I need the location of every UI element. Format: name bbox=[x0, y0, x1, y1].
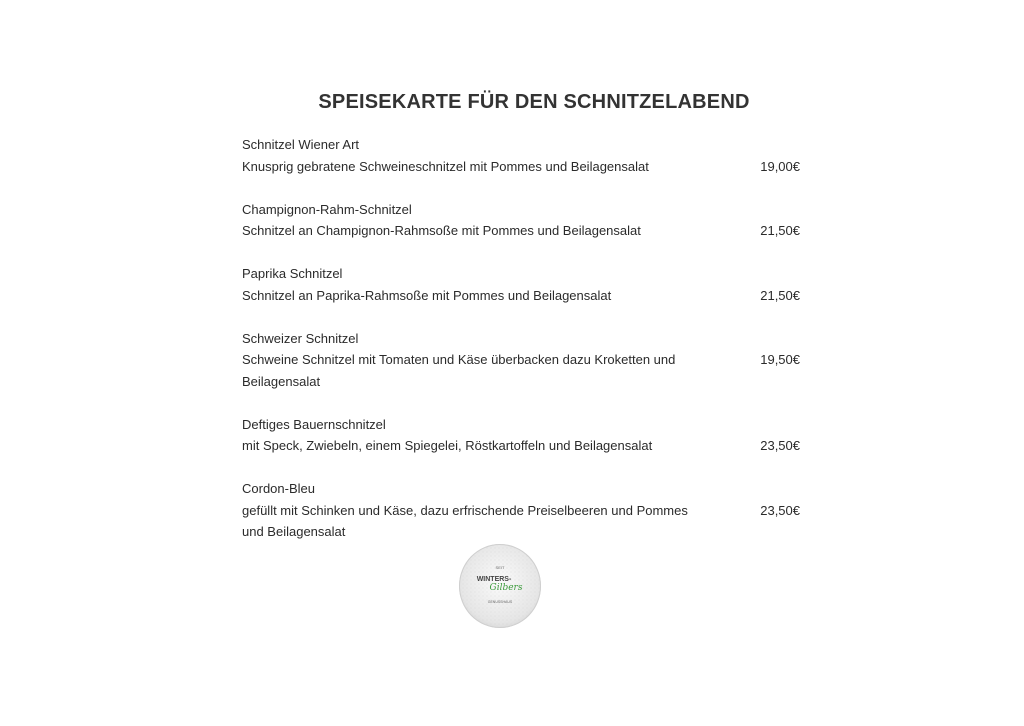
menu-item bbox=[242, 263, 802, 306]
menu-item-name: Schnitzel Wiener Art bbox=[242, 137, 360, 152]
menu-item-name: Paprika Schnitzel bbox=[242, 266, 343, 281]
menu-list bbox=[242, 134, 802, 543]
menu-item-description: mit Speck, Zwiebeln, einem Spiegelei, Röstkartoffeln und Beilagensalat bbox=[242, 438, 653, 453]
menu-item-name: Deftiges Bauernschnitzel bbox=[242, 416, 386, 432]
logo-bottom-text: GENUSSHAUS bbox=[487, 600, 513, 604]
menu-item bbox=[242, 478, 802, 543]
menu-item-price: 23,50€ bbox=[760, 502, 800, 518]
restaurant-logo bbox=[458, 543, 542, 629]
logo-name-line1: WINTERS- bbox=[476, 576, 512, 583]
menu-item-price: 19,00€ bbox=[760, 158, 800, 174]
menu-item-description: Knusprig gebratene Schweineschnitzel mit Pommes und Beilagensalat bbox=[242, 158, 649, 174]
logo-top-text: SEIT bbox=[495, 565, 505, 570]
page-title: SPEISEKARTE FÜR DEN SCHNITZELABEND bbox=[318, 91, 750, 113]
menu-item-price: 21,50€ bbox=[760, 287, 800, 303]
menu-item bbox=[242, 414, 802, 457]
menu-item-name: Champignon-Rahm-Schnitzel bbox=[242, 201, 412, 217]
logo-name-line2: Gilbers bbox=[489, 583, 523, 593]
menu-item-description: Schnitzel an Paprika-Rahmsoße mit Pommes und Beilagensalat bbox=[242, 287, 612, 303]
menu-item-description: Schweine Schnitzel mit Tomaten und Käse überbacken dazu Kroketten und Beilagensalat bbox=[242, 352, 676, 389]
menu-item bbox=[242, 134, 802, 177]
menu-item-description: Schnitzel an Champignon-Rahmsoße mit Pommes und Beilagensalat bbox=[242, 223, 641, 238]
menu-item-description: gefüllt mit Schinken und Käse, dazu erfrischende Preiselbeeren und Pommes und Beilagensalat bbox=[242, 502, 688, 539]
menu-item-price: 19,50€ bbox=[760, 352, 800, 367]
menu-item-price: 23,50€ bbox=[760, 438, 800, 453]
menu-item-name: Schweizer Schnitzel bbox=[242, 330, 359, 346]
menu-item-name: Cordon-Bleu bbox=[242, 481, 315, 496]
menu-item bbox=[242, 328, 802, 393]
menu-item-price: 21,50€ bbox=[760, 223, 800, 238]
menu-item bbox=[242, 199, 802, 242]
